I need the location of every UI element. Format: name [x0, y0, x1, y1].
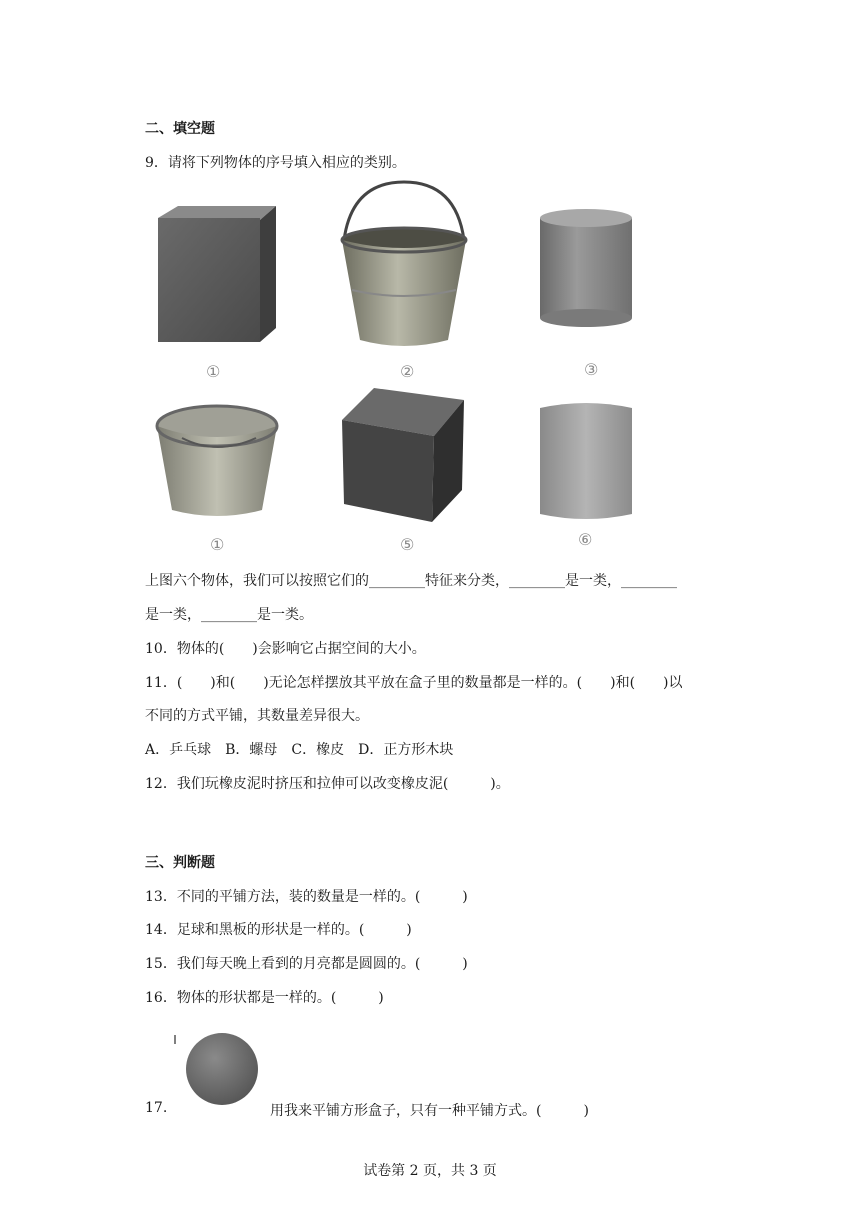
question-17-number: 17. — [145, 1100, 168, 1116]
figure-label-1: ① — [206, 362, 221, 381]
question-11-options: A．乒乓球 B．螺母 C．橡皮 D．正方形木块 — [145, 742, 454, 758]
question-11-line2: 不同的方式平铺，其数量差异很大。 — [145, 708, 369, 724]
question-10: 10．物体的( )会影响它占据空间的大小。 — [145, 641, 426, 657]
figure-label-3: ③ — [584, 360, 599, 379]
figure-label-6: ⑥ — [578, 530, 593, 549]
question-17-text: 用我来平铺方形盒子，只有一种平铺方式。( ) — [270, 1103, 589, 1119]
question-9: 9．请将下列物体的序号填入相应的类别。 — [145, 155, 406, 171]
figure-label-4: ① — [210, 535, 225, 554]
ball-image — [170, 1030, 262, 1108]
section-title-fill-blank: 二、填空题 — [145, 121, 215, 137]
figure-label-2: ② — [400, 362, 415, 381]
question-11-line1: 11．( )和( )无论怎样摆放其平放在盒子里的数量都是一样的。( )和( )以 — [145, 675, 683, 691]
figure-label-5: ⑤ — [400, 535, 415, 554]
question-9-answer-line1: 上图六个物体，我们可以按照它们的________特征来分类，________是一类，________ — [145, 573, 677, 589]
question-14: 14．足球和黑板的形状是一样的。( ) — [145, 922, 412, 938]
question-9-answer-line2: 是一类，________是一类。 — [145, 607, 313, 623]
question-16: 16．物体的形状都是一样的。( ) — [145, 990, 384, 1006]
question-15: 15．我们每天晚上看到的月亮都是圆圆的。( ) — [145, 956, 468, 972]
cylinder-image-6 — [536, 398, 636, 524]
section-title-true-false: 三、判断题 — [145, 855, 215, 871]
bucket-image-2 — [332, 180, 477, 352]
question-13: 13．不同的平铺方法，装的数量是一样的。( ) — [145, 889, 468, 905]
page-footer: 试卷第 2 页，共 3 页 — [363, 1163, 497, 1179]
bucket-image-4 — [152, 398, 282, 523]
cube-image-1 — [150, 200, 280, 348]
cylinder-image-3 — [536, 206, 636, 328]
cube-image-5 — [338, 386, 468, 524]
question-12: 12．我们玩橡皮泥时挤压和拉伸可以改变橡皮泥( )。 — [145, 776, 510, 792]
